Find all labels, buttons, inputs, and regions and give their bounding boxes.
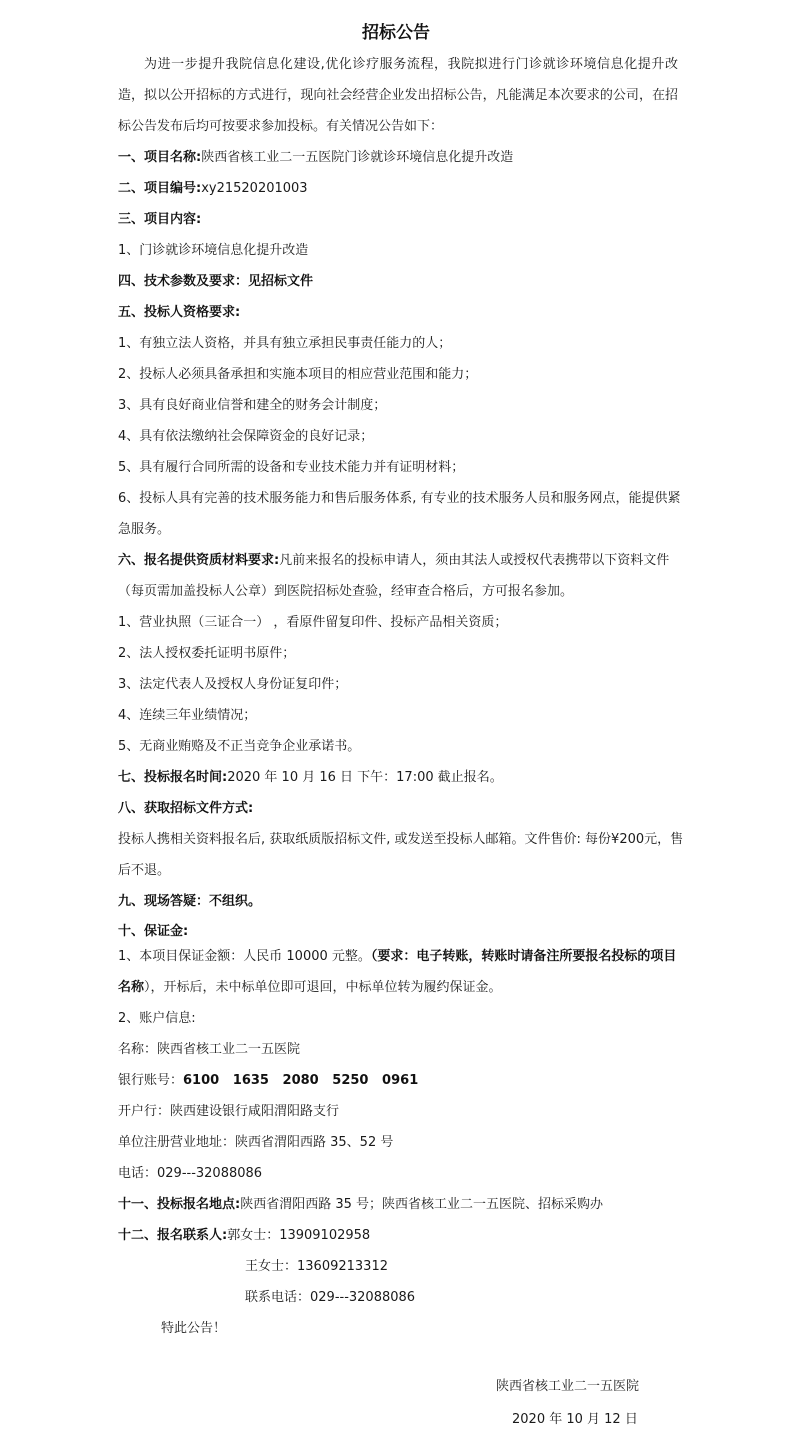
- list-item: 1、营业执照（三证合一） ，看原件留复印件、投标产品相关资质；: [118, 615, 508, 630]
- section-text: 投标人携相关资料报名后, 获取纸质版招标文件, 或发送至投标人邮箱。文件售价: 每份¥200元，售后不退。: [118, 832, 684, 878]
- section-project-content: [118, 204, 686, 235]
- section-registration-location: [118, 1189, 686, 1220]
- list-item: 4、具有依法缴纳社会保障资金的良好记录；: [118, 429, 374, 444]
- section-qa: [118, 886, 686, 917]
- list-item: 2、投标人必须具备承担和实施本项目的相应营业范围和能力；: [118, 367, 478, 382]
- list-item: 3、法定代表人及授权人身份证复印件；: [118, 677, 348, 692]
- list-item: 5、具有履行合同所需的设备和专业技术能力并有证明材料；: [118, 460, 465, 475]
- section-value: 2020 年 10 月 16 日 下午：17:00 截止报名。: [227, 770, 503, 785]
- signature-organization: 陕西省核工业二一五医院: [496, 1379, 640, 1394]
- section-label: 七、投标报名时间:: [118, 770, 228, 785]
- section-project-number: [118, 173, 686, 204]
- account-name: 名称：陕西省核工业二一五医院: [118, 1042, 301, 1057]
- section-label: 六、报名提供资质材料要求:: [118, 553, 280, 568]
- list-item: 4、连续三年业绩情况；: [118, 708, 257, 723]
- contact-item: 联系电话：029---32088086: [245, 1290, 416, 1305]
- deposit-requirement: （要求：电子转账，转账时请备注所要报名投标的项目名称: [118, 949, 677, 995]
- bank-number: 6100 1635 2080 5250 0961: [183, 1073, 419, 1088]
- section-text: 凡前来报名的投标申请人，须由其法人或授权代表携带以下资料文件（每页需加盖投标人公章）到医院招标处查验，经审查合格后，方可报名参加。: [118, 553, 670, 599]
- section-value: 陕西省渭阳西路 35 号；陕西省核工业二一五医院、招标采购办: [240, 1197, 604, 1212]
- section-value: xy21520201003: [201, 181, 308, 196]
- contact-item: 郭女士：13909102958: [227, 1228, 371, 1243]
- page-title: 招标公告: [362, 23, 430, 43]
- section-label: 四、技术参数及要求：见招标文件: [118, 274, 314, 289]
- section-label: 十一、投标报名地点:: [118, 1197, 241, 1212]
- contact-item: 王女士：13609213312: [245, 1259, 388, 1274]
- list-item: 1、门诊就诊环境信息化提升改造: [118, 243, 309, 258]
- section-label: 三、项目内容:: [118, 212, 202, 227]
- list-item: 2、法人授权委托证明书原件；: [118, 646, 296, 661]
- deposit-prefix: 1、本项目保证金额：人民币 10000 元整。: [118, 949, 371, 964]
- section-project-name: [118, 142, 686, 173]
- section-tech-params: [118, 266, 686, 297]
- bank-label: 银行账号：: [118, 1073, 184, 1088]
- section-label: 五、投标人资格要求:: [118, 305, 241, 320]
- list-item: 6、投标人具有完善的技术服务能力和售后服务体系, 有专业的技术服务人员和服务网点，能提供紧急服务。: [118, 491, 681, 537]
- deposit-suffix: ），开标后，未中标单位即可退回，中标单位转为履约保证金。: [144, 980, 502, 995]
- bank-branch: 开户行：陕西建设银行咸阳渭阳路支行: [118, 1104, 340, 1119]
- deposit-terms: [118, 941, 686, 1003]
- section-registration-time: [118, 762, 686, 793]
- section-label: 九、现场答疑：不组织。: [118, 894, 262, 909]
- section-label: 二、项目编号:: [118, 181, 202, 196]
- closing-note: 特此公告！: [161, 1321, 227, 1336]
- section-label: 十二、报名联系人:: [118, 1228, 228, 1243]
- phone: 电话：029---32088086: [118, 1166, 263, 1181]
- section-contacts: [118, 1220, 686, 1251]
- section-label: 八、获取招标文件方式:: [118, 801, 254, 816]
- list-item: 5、无商业贿赂及不正当竞争企业承诺书。: [118, 739, 361, 754]
- section-registration-materials: [118, 545, 686, 607]
- section-deposit: [118, 923, 686, 941]
- signature-date: 2020 年 10 月 12 日: [512, 1412, 638, 1427]
- list-item: 1、有独立法人资格，并具有独立承担民事责任能力的人；: [118, 336, 452, 351]
- registered-address: 单位注册营业地址：陕西省渭阳西路 35、52 号: [118, 1135, 394, 1150]
- section-label: 一、项目名称:: [118, 150, 202, 165]
- section-value: 陕西省核工业二一五医院门诊就诊环境信息化提升改造: [201, 150, 514, 165]
- list-item: 3、具有良好商业信誉和建全的财务会计制度；: [118, 398, 387, 413]
- intro-paragraph: 为进一步提升我院信息化建设,优化诊疗服务流程，我院拟进行门诊就诊环境信息化提升改造，拟以公开招标的方式进行，现向社会经营企业发出招标公告，凡能满足本次要求的公司，在招标公告发布后均可按要求参加投标。有关情况公告如下：: [118, 57, 678, 134]
- section-bid-documents: [118, 793, 686, 824]
- section-label: 十、保证金:: [118, 924, 189, 939]
- section-qualifications: [118, 297, 686, 328]
- document-body: [118, 142, 686, 1344]
- bank-account: [118, 1065, 686, 1096]
- account-heading: 2、账户信息:: [118, 1011, 196, 1026]
